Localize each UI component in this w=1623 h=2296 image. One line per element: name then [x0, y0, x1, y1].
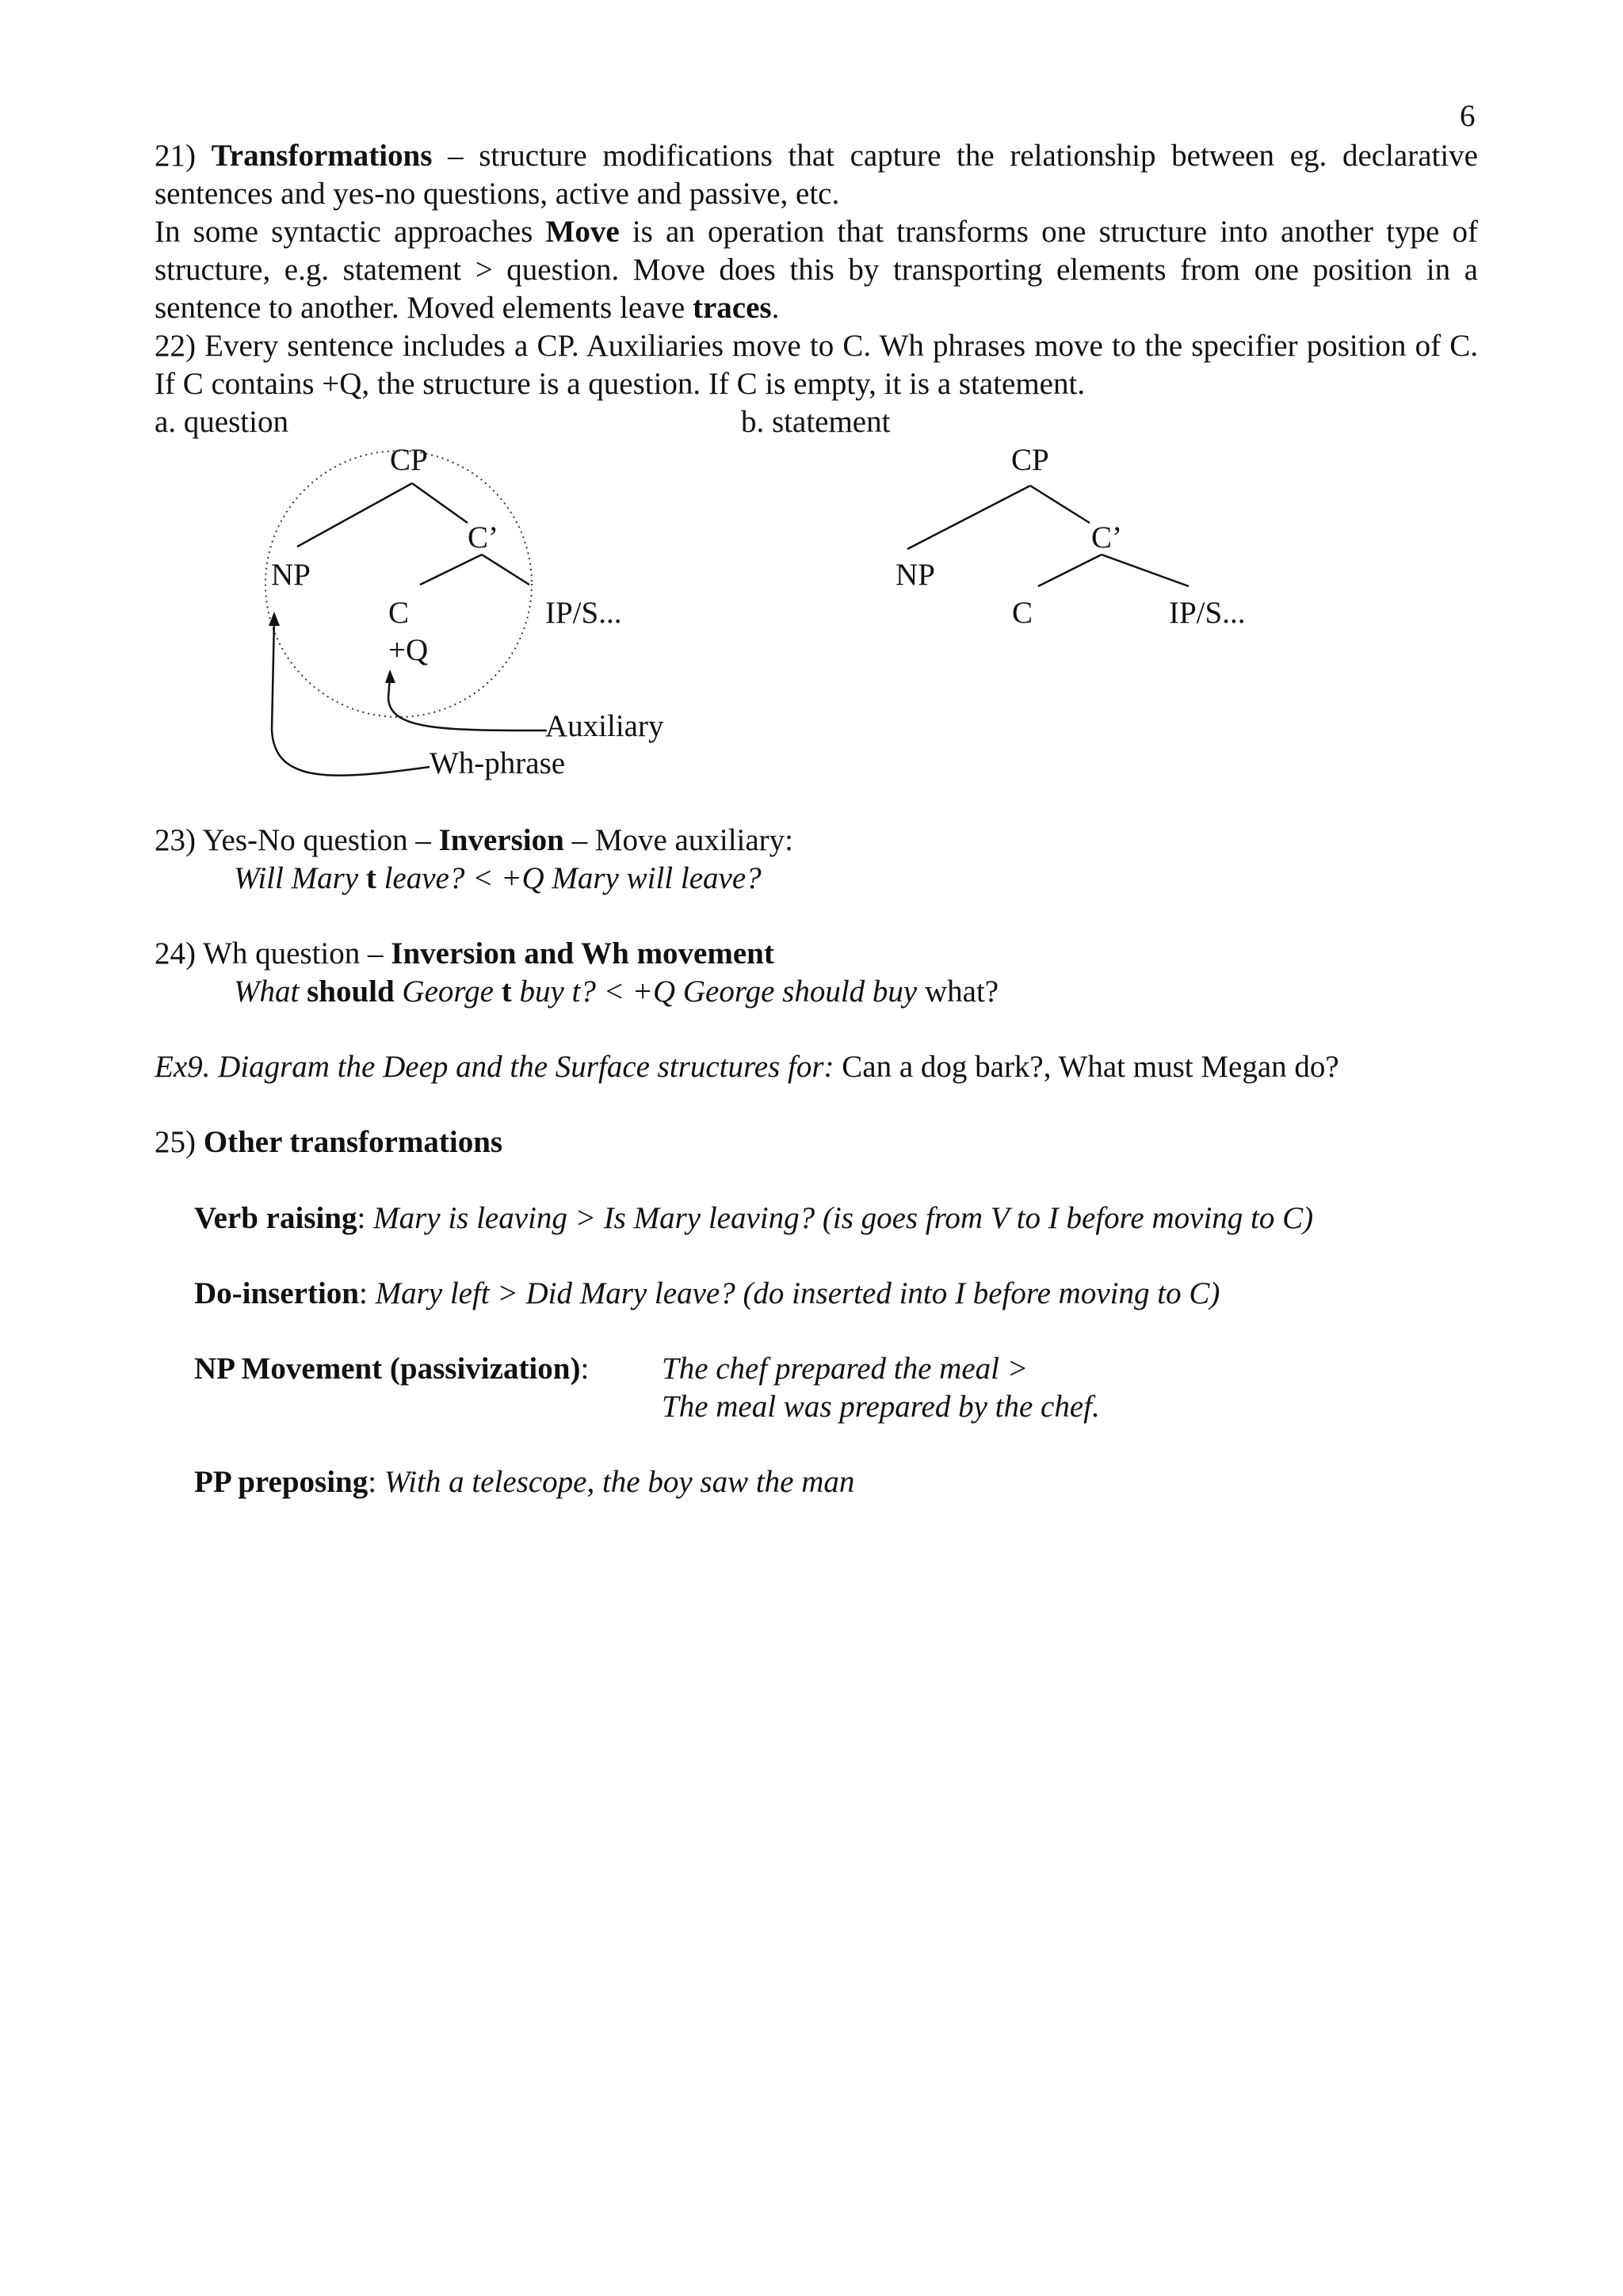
- section-25-title: Other transformations: [203, 1125, 503, 1159]
- section-24-head: 24) Wh question –: [155, 936, 391, 971]
- tree-b-cp: CP: [1011, 443, 1049, 477]
- tree-a-cp-np-branch: [297, 483, 412, 547]
- np-movement-example-2: [662, 1388, 1100, 1426]
- section-24-example: [234, 973, 999, 1011]
- move-term: Move: [545, 215, 620, 249]
- wh-phrase-arrowhead: [269, 612, 280, 626]
- diagram-a-label: a. question: [155, 405, 288, 439]
- tree-a-plus-q: +Q: [388, 633, 429, 667]
- do-insertion-example: Mary left > Did Mary leave? (do inserted into I before moving to C): [375, 1276, 1220, 1310]
- example-23-trace: t: [365, 861, 376, 895]
- diagram-b-label: b. statement: [741, 405, 891, 439]
- tree-b-cp-np-branch: [907, 486, 1030, 549]
- exercise-9-sentences: Can a dog bark?, What must Megan do?: [834, 1050, 1339, 1084]
- transformations-definition: – structure modifications that capture the relationship between eg. declarative sentences and yes-no questions, active and passive, etc.: [155, 139, 1478, 211]
- page-number: 6: [1460, 99, 1476, 133]
- section-23-heading: [155, 822, 793, 860]
- verb-raising-item: Verb raising: Mary is leaving > Is Mary leaving? (is goes from V to I before moving to C): [194, 1201, 1314, 1235]
- tree-a-cbar: C’: [468, 521, 498, 555]
- do-insertion-item: Do-insertion: Mary left > Did Mary leave? (do inserted into I before moving to C): [194, 1276, 1220, 1310]
- tree-a-cbar-ip-branch: [482, 555, 529, 585]
- tree-a-c: C: [388, 596, 410, 630]
- np-movement-passive: The meal was prepared by the chef.: [662, 1390, 1100, 1424]
- wh-phrase-label: Wh-phrase: [430, 746, 566, 780]
- tree-b-cp-cbar-branch: [1030, 486, 1090, 523]
- tree-a-ip: IP/S...: [545, 596, 622, 630]
- pp-preposing-item: PP preposing: With a telescope, the boy saw the man: [194, 1465, 855, 1499]
- section-25-number: 25): [155, 1125, 204, 1159]
- example-24-end: what?: [917, 974, 999, 1009]
- move-text-end: .: [771, 291, 780, 325]
- np-movement-item: [194, 1350, 589, 1388]
- exercise-9: [155, 1048, 1339, 1086]
- tree-a-cbar-c-branch: [420, 555, 482, 585]
- verb-raising-example: Mary is leaving > Is Mary leaving? (is goes from V to I before moving to C): [373, 1201, 1314, 1235]
- pp-preposing-term: PP preposing: [194, 1465, 369, 1499]
- np-movement-active: The chef prepared the meal >: [662, 1352, 1029, 1386]
- example-23-a: Will Mary: [234, 861, 366, 895]
- verb-raising-term: Verb raising: [194, 1201, 357, 1235]
- section-24-heading: [155, 935, 774, 973]
- tree-a-cp: CP: [390, 443, 428, 477]
- tree-b-np: NP: [896, 558, 935, 592]
- example-24-should: should: [307, 974, 395, 1009]
- tree-a-cp-cbar-branch: [412, 483, 468, 523]
- tree-b-cbar: C’: [1091, 521, 1122, 555]
- np-movement-colon: :: [580, 1352, 590, 1386]
- traces-term: traces: [693, 291, 772, 325]
- move-text-a: In some syntactic approaches: [155, 215, 546, 249]
- section-23-tail: – Move auxiliary:: [563, 823, 793, 857]
- auxiliary-arrow: [388, 677, 547, 730]
- section-23-example: [234, 860, 762, 898]
- inversion-term: Inversion: [438, 823, 564, 857]
- tree-b-c: C: [1012, 596, 1033, 630]
- example-24-george: George: [394, 974, 502, 1009]
- section-25-heading: [155, 1123, 502, 1161]
- tree-a-np: NP: [271, 558, 311, 592]
- example-24-what: What: [234, 974, 307, 1009]
- section-22-text: 22) Every sentence includes a CP. Auxiliaries move to C. Wh phrases move to the specifier position of C. If C contains +Q, the structure is a question. If C is empty, it is a statement.: [155, 329, 1478, 401]
- wh-movement-term: Inversion and Wh movement: [391, 936, 774, 971]
- example-23-b: leave? < +Q Mary will leave?: [376, 861, 762, 895]
- example-24-buy: buy t? < +Q George should buy: [511, 974, 918, 1009]
- pp-preposing-example: With a telescope, the boy saw the man: [384, 1465, 855, 1499]
- exercise-9-instruction: Ex9. Diagram the Deep and the Surface structures for:: [155, 1050, 834, 1084]
- move-text-b: is an operation that transforms one structure into another type of structure, e.g. statement > question. Move does this by transporting elements from one position in a sentence to another. Moved elements leave: [155, 215, 1478, 325]
- transformations-term: Transformations: [211, 139, 433, 173]
- tree-b-cbar-ip-branch: [1102, 555, 1189, 586]
- np-movement-example-1: [662, 1350, 1028, 1388]
- tree-b-ip: IP/S...: [1169, 596, 1246, 630]
- section-21-number: 21): [155, 139, 212, 173]
- auxiliary-arrowhead: [385, 669, 395, 683]
- do-insertion-term: Do-insertion: [194, 1276, 359, 1310]
- example-24-trace: t: [501, 974, 512, 1009]
- tree-b-cbar-c-branch: [1038, 555, 1102, 586]
- section-23-head: 23) Yes-No question –: [155, 823, 439, 857]
- auxiliary-label: Auxiliary: [545, 709, 664, 743]
- np-movement-term: NP Movement (passivization): [194, 1352, 581, 1386]
